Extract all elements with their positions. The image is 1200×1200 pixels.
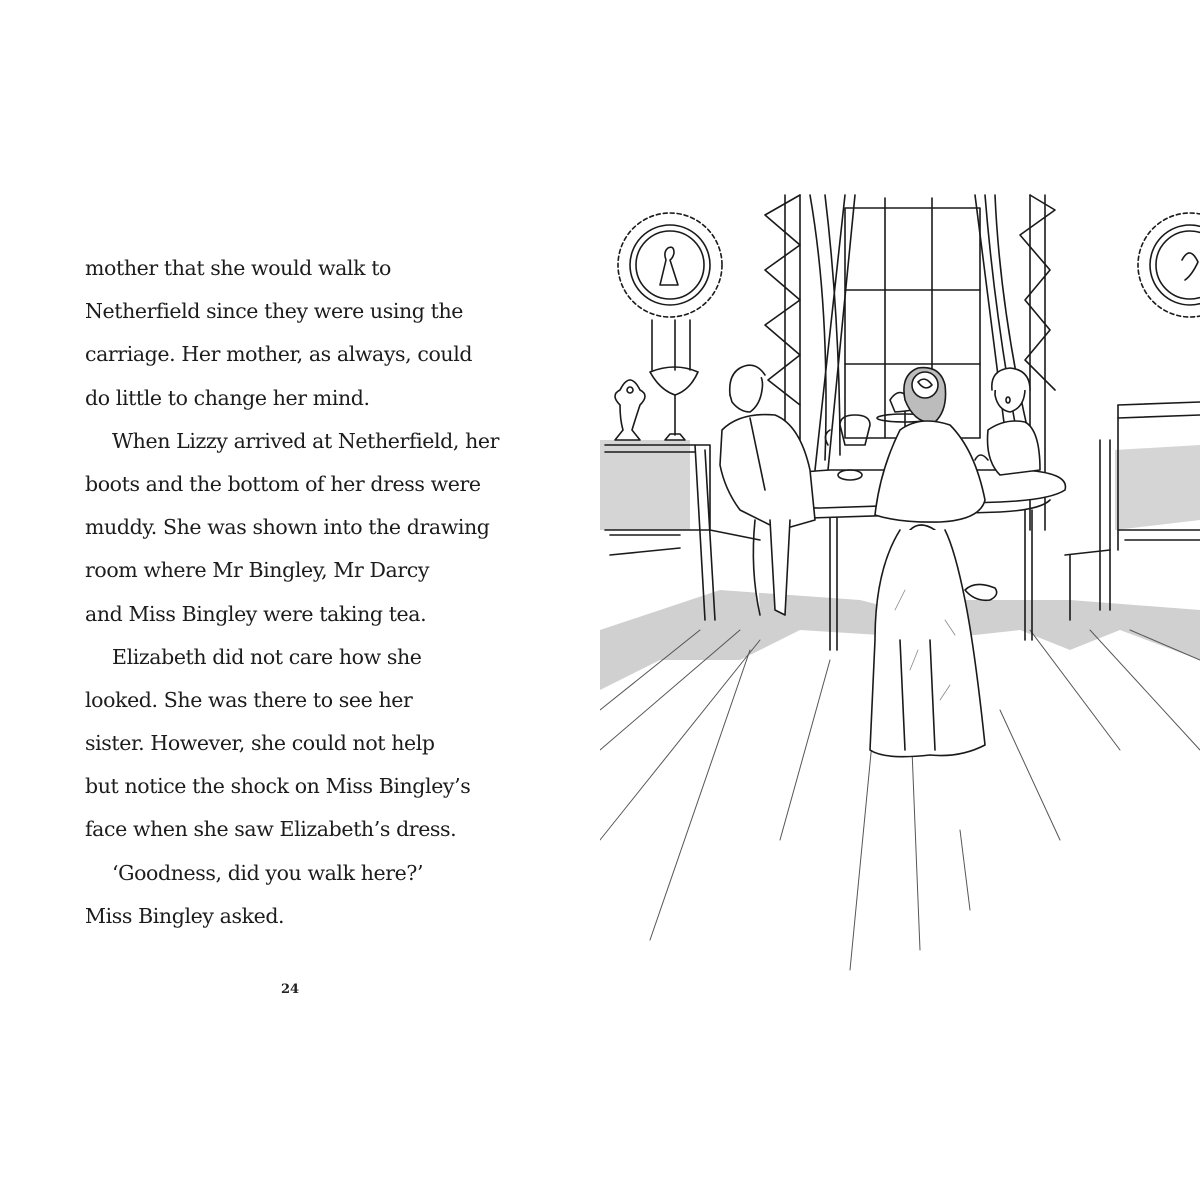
text-line: muddy. She was shown into the drawing (85, 515, 490, 540)
small-slipper (965, 584, 997, 600)
right-chair (1065, 440, 1110, 620)
text-line: but notice the shock on Miss Bingley’s (85, 774, 471, 799)
text-line: Miss Bingley asked. (85, 903, 285, 928)
text-line: carriage. Her mother, as always, could (85, 342, 473, 367)
text-line: mother that she would walk to (85, 256, 391, 280)
right-portrait-medallion (1138, 213, 1200, 317)
text-line: sister. However, she could not help (85, 731, 435, 756)
text-line: and Miss Bingley were taking tea. (85, 601, 427, 626)
text-line: boots and the bottom of her dress were (85, 471, 481, 496)
story-text (85, 247, 525, 938)
text-line: When Lizzy arrived at Netherfield, her (112, 428, 500, 453)
miss-bingley (988, 368, 1041, 475)
drawing-room-illustration (600, 190, 1200, 1040)
text-line: ‘Goodness, did you walk here?’ (112, 860, 424, 885)
left-portrait-medallion (618, 213, 722, 317)
text-line: Elizabeth did not care how she (112, 644, 422, 669)
candelabra (650, 320, 698, 440)
text-line: Netherfield since they were using the (85, 299, 464, 324)
right-page-illustration (600, 190, 1200, 1040)
page-number: 24 (281, 982, 300, 997)
text-line: face when she saw Elizabeth’s dress. (85, 817, 457, 842)
text-line: room where Mr Bingley, Mr Darcy (85, 558, 430, 583)
text-line: looked. She was there to see her (85, 687, 413, 712)
urn (615, 380, 645, 440)
text-line: do little to change her mind. (85, 385, 370, 410)
